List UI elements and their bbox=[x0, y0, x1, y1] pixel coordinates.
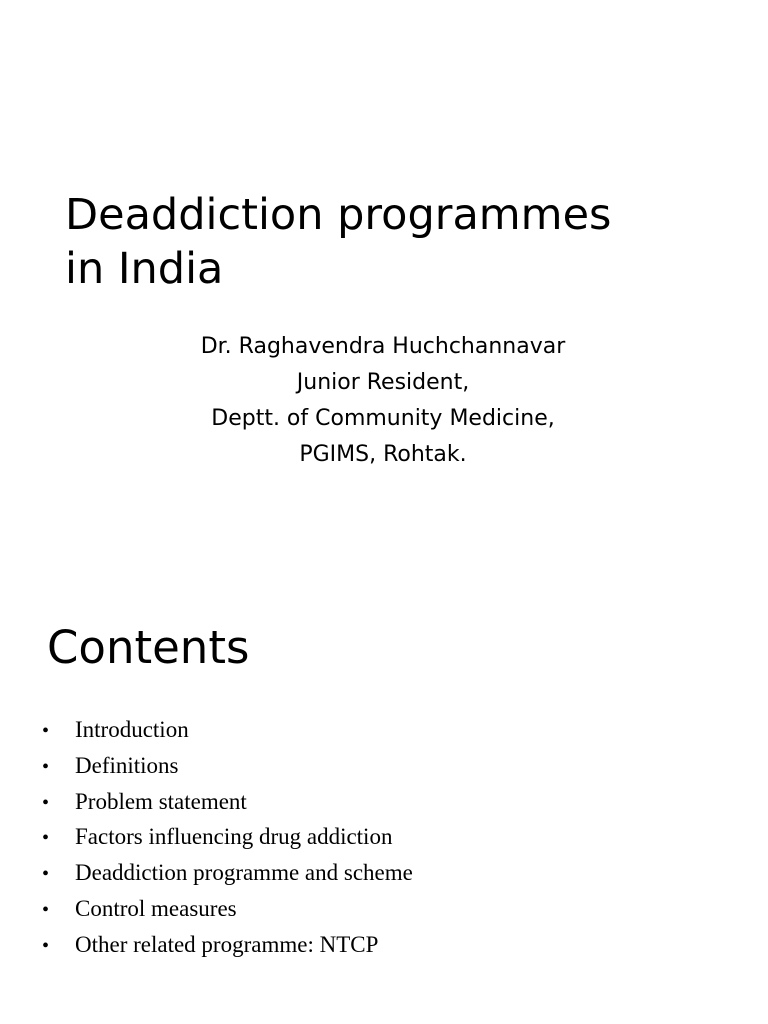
list-item-text: Deaddiction programme and scheme bbox=[75, 860, 413, 886]
list-item bbox=[42, 891, 413, 927]
list-item-text: Other related programme: NTCP bbox=[75, 931, 379, 957]
bullet-icon: • bbox=[42, 720, 50, 742]
title-line: Deaddiction programmes bbox=[65, 190, 612, 240]
list-item bbox=[42, 784, 413, 820]
list-item bbox=[42, 712, 413, 748]
bullet-icon: • bbox=[42, 898, 50, 921]
list-item bbox=[42, 855, 413, 891]
list-item bbox=[42, 819, 413, 855]
author-department: Deptt. of Community Medicine, bbox=[211, 406, 555, 431]
bullet-icon: • bbox=[42, 934, 50, 957]
author-name: Dr. Raghavendra Huchchannavar bbox=[200, 334, 566, 359]
list-item-text: Factors influencing drug addiction bbox=[75, 824, 393, 850]
list-item-text: Problem statement bbox=[75, 788, 247, 814]
bullet-icon: • bbox=[42, 827, 50, 850]
author-institution: PGIMS, Rohtak. bbox=[299, 442, 467, 467]
bullet-icon: • bbox=[42, 791, 50, 814]
contents-list bbox=[42, 712, 413, 963]
bullet-icon: • bbox=[42, 755, 50, 778]
author-designation: Junior Resident, bbox=[296, 370, 470, 395]
contents-title: Contents bbox=[47, 621, 250, 674]
author-block bbox=[0, 329, 766, 473]
list-item-text: Control measures bbox=[75, 895, 237, 921]
list-item bbox=[42, 927, 413, 963]
title-line: in India bbox=[65, 244, 224, 294]
contents-slide bbox=[0, 576, 768, 1024]
list-item-text: Definitions bbox=[75, 752, 179, 778]
presentation-title bbox=[65, 188, 745, 296]
list-item-text: Introduction bbox=[75, 717, 189, 742]
bullet-icon: • bbox=[42, 863, 50, 886]
list-item bbox=[42, 748, 413, 784]
